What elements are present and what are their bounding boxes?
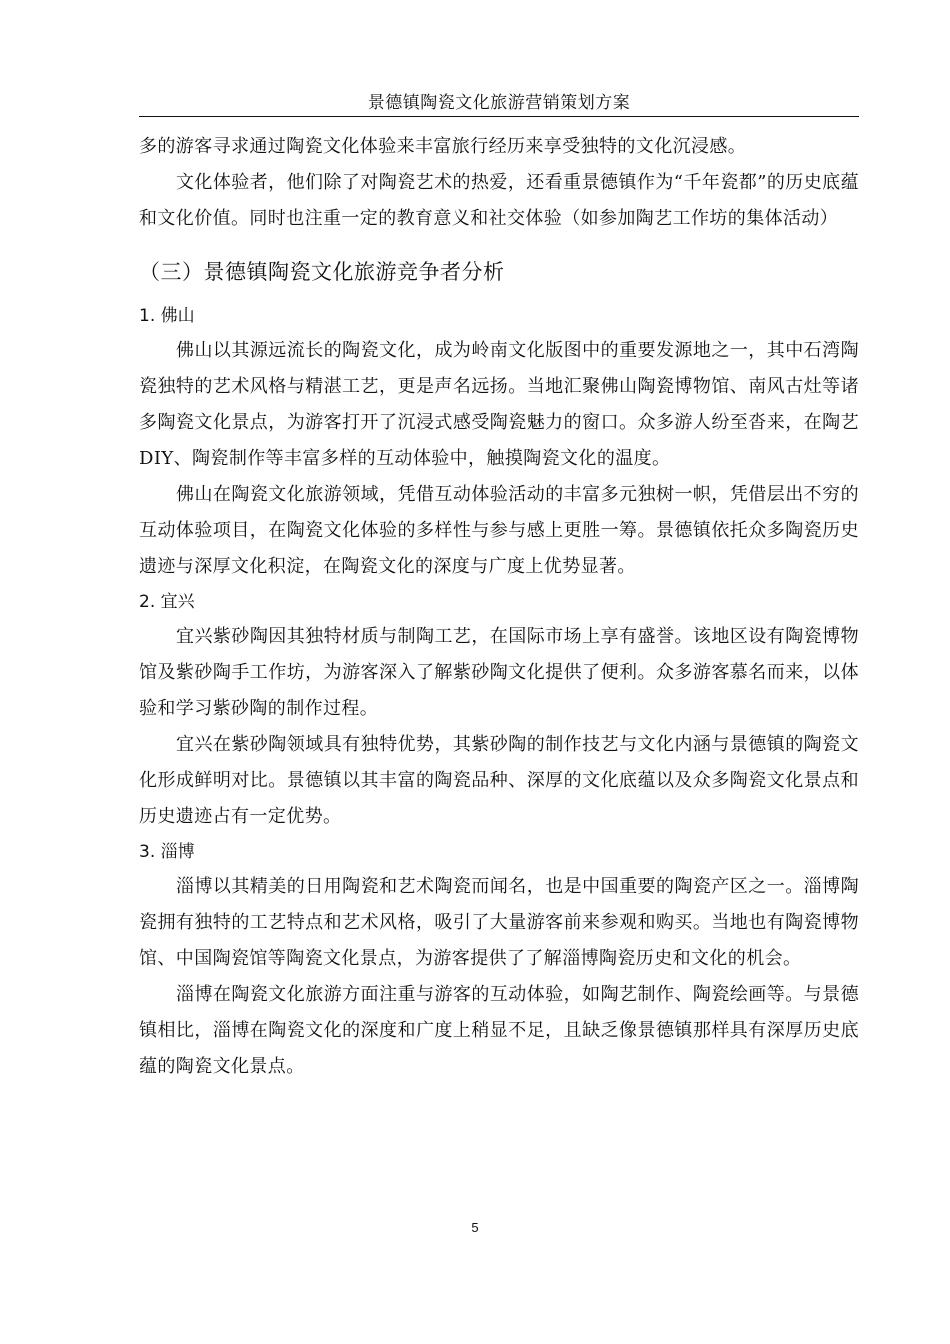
yixing-paragraph-1: 宜兴紫砂陶因其独特材质与制陶工艺，在国际市场上享有盛誉。该地区设有陶瓷博物馆及紫砂陶手工作坊，为游客深入了解紫砂陶文化提供了便利。众多游客慕名而来，以体验和学习紫砂陶的制作过程。 [139,626,859,719]
zibo-paragraph-2: 淄博在陶瓷文化旅游方面注重与游客的互动体验，如陶艺制作、陶瓷绘画等。与景德镇相比，淄博在陶瓷文化的深度和广度上稍显不足，且缺乏像景德镇那样具有深厚历史底蕴的陶瓷文化景点。 [139,984,859,1077]
document-body [139,129,859,1085]
subsection-foshan [139,299,859,585]
section-heading-competitor-analysis: （三）景德镇陶瓷文化旅游竞争者分析 [139,260,505,284]
page-header-title: 景德镇陶瓷文化旅游营销策划方案 [367,93,631,113]
subsection-heading-foshan: 1. 佛山 [139,306,195,326]
yixing-paragraph-2: 宜兴在紫砂陶领域具有独特优势，其紫砂陶的制作技艺与文化内涵与景德镇的陶瓷文化形成鲜明对比。景德镇以其丰富的陶瓷品种、深厚的文化底蕴以及众多陶瓷文化景点和历史遗迹占有一定优势。 [139,734,859,827]
intro-paragraph-continued: 多的游客寻求通过陶瓷文化体验来丰富旅行经历来享受独特的文化沉浸感。 [139,136,747,157]
foshan-paragraph-2: 佛山在陶瓷文化旅游领域，凭借互动体验活动的丰富多元独树一帜，凭借层出不穷的互动体验项目，在陶瓷文化体验的多样性与参与感上更胜一筹。景德镇依托众多陶瓷历史遗迹与深厚文化积淀，在陶瓷文化的深度与广度上优势显著。 [139,484,859,577]
zibo-paragraph-1: 淄博以其精美的日用陶瓷和艺术陶瓷而闻名，也是中国重要的陶瓷产区之一。淄博陶瓷拥有独特的工艺特点和艺术风格，吸引了大量游客前来参观和购买。当地也有陶瓷博物馆、中国陶瓷馆等陶瓷文化景点，为游客提供了了解淄博陶瓷历史和文化的机会。 [139,876,859,969]
intro-paragraph-cultural-experiencers: 文化体验者，他们除了对陶瓷艺术的热爱，还看重景德镇作为“千年瓷都”的历史底蕴和文化价值。同时也注重一定的教育意义和社交体验（如参加陶艺工作坊的集体活动） [139,172,859,229]
subsection-zibo [139,835,859,1085]
header-rule [139,116,859,117]
foshan-paragraph-1: 佛山以其源远流长的陶瓷文化，成为岭南文化版图中的重要发源地之一，其中石湾陶瓷独特的艺术风格与精湛工艺，更是声名远扬。当地汇聚佛山陶瓷博物馆、南风古灶等诸多陶瓷文化景点，为游客打开了沉浸式感受陶瓷魅力的窗口。众多游人纷至沓来，在陶艺 DIY、陶瓷制作等丰富多样的互动体验中，触摸陶瓷文化的温度。 [139,340,859,469]
subsection-heading-yixing: 2. 宜兴 [139,592,195,612]
subsection-heading-zibo: 3. 淄博 [139,842,195,862]
subsection-yixing [139,585,859,835]
page-number: 5 [471,1220,479,1235]
